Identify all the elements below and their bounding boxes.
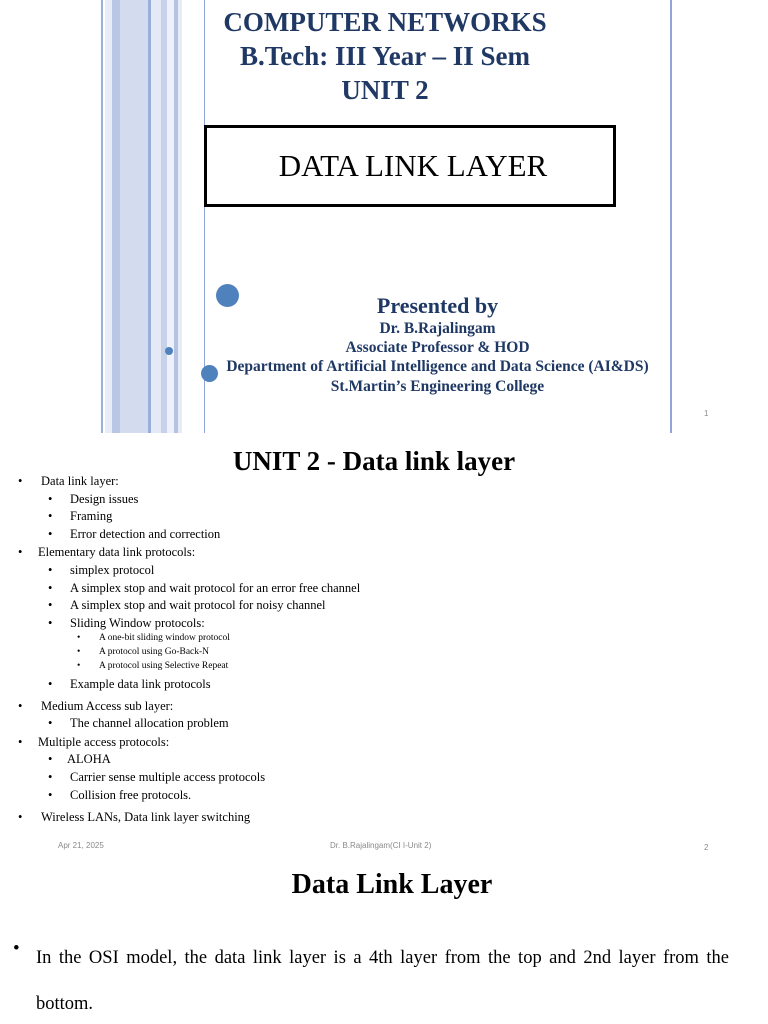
decor-stripe <box>105 0 112 433</box>
bullet-icon: • <box>18 699 23 713</box>
presenter-college: St.Martin’s Engineering College <box>330 378 545 395</box>
paragraph-text: In the OSI model, the data link layer is a 4th layer from the top and 2nd layer from the bottom. <box>36 948 729 1014</box>
outline-slide-title: UNIT 2 - Data link layer <box>232 446 516 476</box>
topic-title: DATA LINK LAYER <box>278 148 548 183</box>
slide-number: 1 <box>704 409 709 418</box>
title-slide <box>0 0 768 433</box>
slide-right-border <box>670 0 672 433</box>
presenter-department: Department of Artificial Intelligence and Data Science (AI&DS) <box>226 358 649 375</box>
bullet-icon: • <box>13 938 20 959</box>
bullet-icon: • <box>48 509 53 523</box>
presented-by-heading: Presented by <box>376 293 499 318</box>
footer-date: Apr 21, 2025 <box>58 841 104 850</box>
bullet-icon: • <box>77 661 81 671</box>
decor-stripe <box>120 0 148 433</box>
bullet-icon: • <box>48 581 53 595</box>
decor-stripe <box>112 0 120 433</box>
decor-stripe <box>101 0 103 433</box>
bullet-icon: • <box>48 677 53 691</box>
bullet-icon: • <box>77 633 81 643</box>
topic-title-box <box>204 125 616 207</box>
course-year: B.Tech: III Year – II Sem <box>239 41 531 71</box>
presenter-role: Associate Professor & HOD <box>345 339 530 356</box>
bullet-icon: • <box>18 735 23 749</box>
course-title: COMPUTER NETWORKS <box>223 7 547 37</box>
bullet-icon: • <box>18 545 23 559</box>
decor-stripe <box>167 0 174 433</box>
decor-stripe <box>178 0 182 433</box>
footer-author: Dr. B.Rajalingam(CI I-Unit 2) <box>330 841 432 850</box>
slide-number: 2 <box>704 843 709 852</box>
bullet-icon: • <box>48 770 53 784</box>
section-title: Data Link Layer <box>291 869 493 900</box>
bullet-icon: • <box>48 527 53 541</box>
bullet-icon: • <box>48 788 53 802</box>
bullet-icon: • <box>18 810 23 824</box>
bullet-icon: • <box>48 716 53 730</box>
bullet-icon: • <box>48 563 53 577</box>
bullet-icon: • <box>48 492 53 506</box>
bullet-icon: • <box>48 598 53 612</box>
bullet-icon: • <box>77 647 81 657</box>
decor-circle-icon <box>165 347 173 355</box>
presenter-name: Dr. B.Rajalingam <box>379 320 496 337</box>
bullet-icon: • <box>48 616 53 630</box>
unit-label: UNIT 2 <box>341 75 429 105</box>
bullet-icon: • <box>18 474 23 488</box>
bullet-icon: • <box>48 752 53 766</box>
decor-stripe <box>151 0 161 433</box>
